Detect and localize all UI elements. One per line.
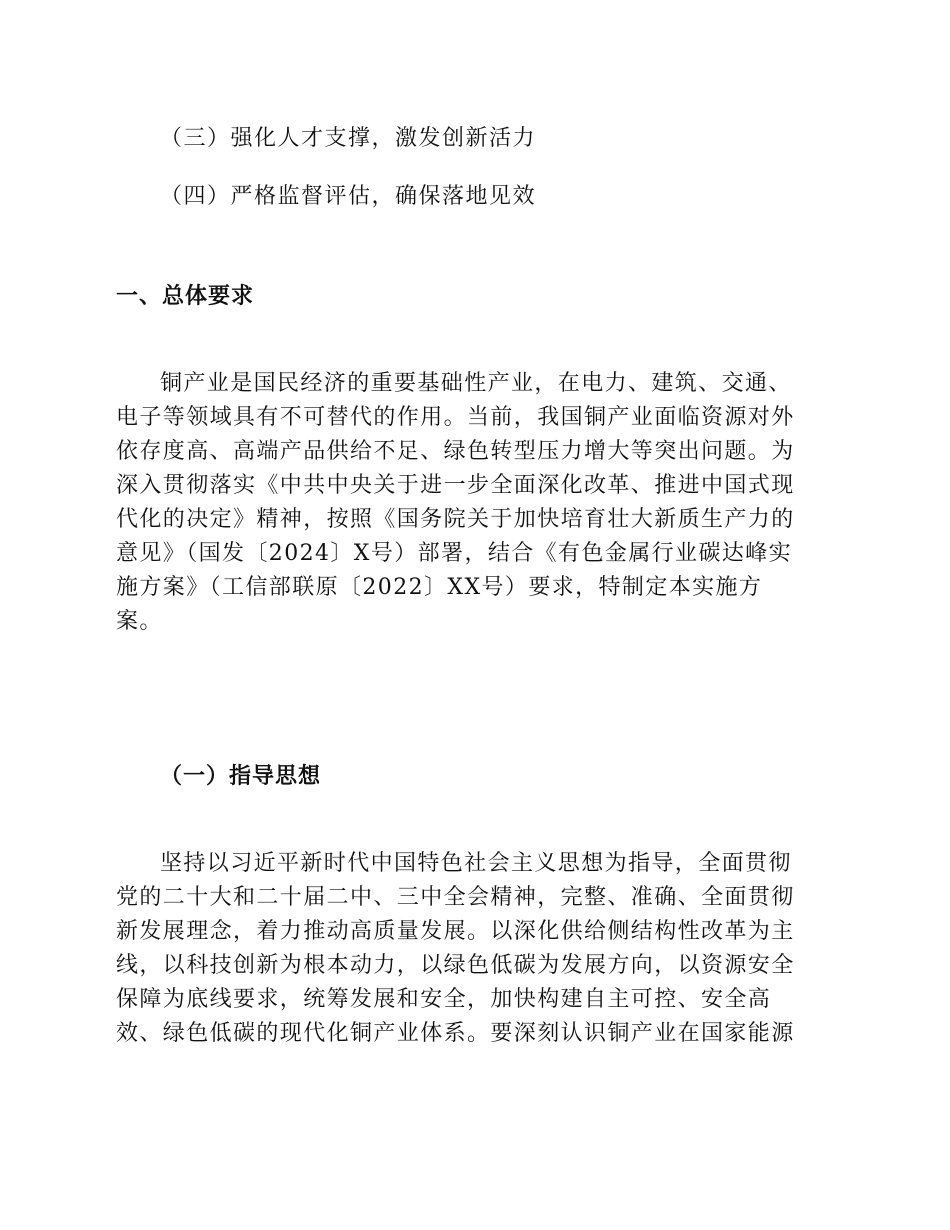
section-heading: 一、总体要求 — [116, 284, 255, 309]
guiding-thought-paragraph — [116, 847, 846, 1051]
subsection-heading: （一）指导思想 — [160, 764, 322, 789]
paragraph-line: 线，以科技创新为根本动力，以绿色低碳为发展方向，以资源安全 — [116, 953, 795, 978]
paragraph-line: 电子等领域具有不可替代的作用。当前，我国铜产业面临资源对外 — [116, 405, 795, 430]
paragraph-line: 依存度高、高端产品供给不足、绿色转型压力增大等突出问题。为 — [116, 439, 795, 464]
toc-item-3: （三）强化人才支撑，激发创新活力 — [160, 126, 537, 151]
intro-paragraph — [116, 367, 846, 639]
paragraph-line: 代化的决定》精神，按照《国务院关于加快培育壮大新质生产力的 — [116, 507, 795, 532]
paragraph-line: 坚持以习近平新时代中国特色社会主义思想为指导，全面贯彻 — [160, 851, 792, 876]
paragraph-line: 党的二十大和二十届二中、三中全会精神，完整、准确、全面贯彻 — [116, 885, 795, 910]
paragraph-line: 新发展理念，着力推动高质量发展。以深化供给侧结构性改革为主 — [116, 919, 795, 944]
paragraph-line: 铜产业是国民经济的重要基础性产业，在电力、建筑、交通、 — [160, 371, 792, 396]
paragraph-line: 效、绿色低碳的现代化铜产业体系。要深刻认识铜产业在国家能源 — [116, 1021, 795, 1046]
toc-item-4: （四）严格监督评估，确保落地见效 — [160, 184, 537, 209]
paragraph-line: 意见》（国发〔2024〕X号）部署，结合《有色金属行业碳达峰实 — [116, 541, 793, 566]
paragraph-line: 深入贯彻落实《中共中央关于进一步全面深化改革、推进中国式现 — [116, 473, 795, 498]
paragraph-line: 案。 — [116, 609, 163, 634]
paragraph-line: 保障为底线要求，统筹发展和安全，加快构建自主可控、安全高 — [116, 987, 772, 1012]
paragraph-line: 施方案》（工信部联原〔2022〕XX号）要求，特制定本实施方 — [116, 575, 763, 600]
